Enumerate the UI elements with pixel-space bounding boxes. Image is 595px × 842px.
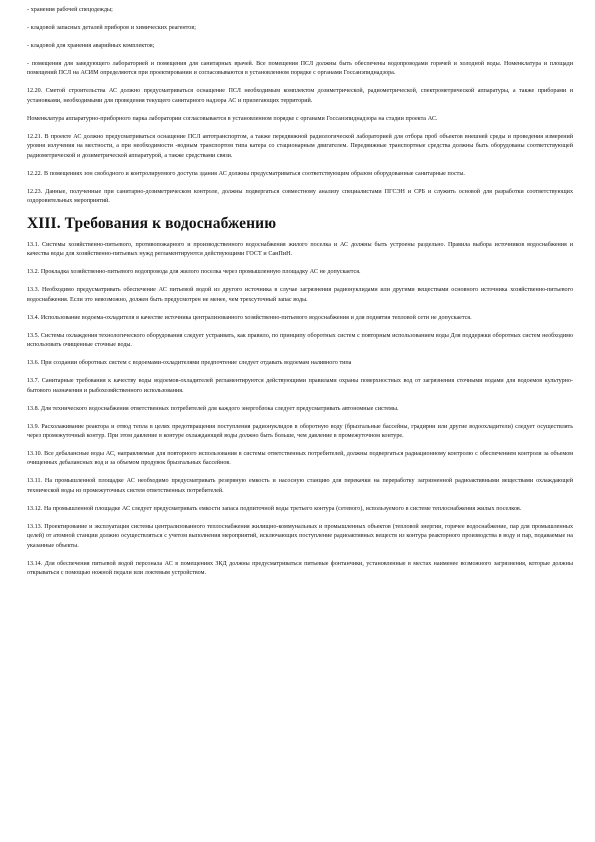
paragraph-equipment-nomenclature: Номенклатура аппаратурно-приборного парка лаборатории согласовывается в установленном порядке с органами Госсанэпиднадзора на стадии проекта АС. bbox=[27, 115, 438, 122]
paragraph-12-21: 12.21. В проекте АС должно предусматриваться оснащение ПСЛ автотранспортом, а также передвижной радиологической лабораторией для отбора проб объектов внешней среды и проведения измерений уровня излучения на местности, а при необходимости -водным транспортом типа катера со стационарным двигателем. Передвижные транспортные средства должны быть оборудованы соответствующей радиометрической и дозиметрической аппаратурой, а также средствами связи. bbox=[27, 133, 573, 159]
top-section bbox=[27, 6, 573, 206]
paragraph-13-6: 13.6. При создании оборотных систем с водоемами-охладителями предпочтение следует отдавать водоемам наливного типа bbox=[27, 360, 352, 367]
list-item-spec-clothing: - хранения рабочей спецодежды; bbox=[27, 7, 113, 13]
paragraph-13-4: 13.4. Использование водоема-охладителя в качестве источника централизованного хозяйственно-питьевого водоснабжения и для поднятия тепловой сети не допускается. bbox=[27, 314, 472, 321]
list-item-lab-head-rooms: - помещения для заведующего лабораторией и помещения для санитарных врачей. Все помещения ПСЛ должны быть обеспечены водопроводами горячей и холодной воды. Номенклатура и площади помещений ПСЛ на АСИМ определяются при проектировании и согласовываются в установленном порядке с органами Госсанэпиднадзора. bbox=[27, 61, 573, 77]
paragraph-12-22: 12.22. В помещениях зон свободного и контролируемого доступа здания АС должны предусматриваться соответствующим образом оборудованные санитарные посты. bbox=[27, 170, 465, 177]
paragraph-12-20: 12.20. Сметой строительства АС должно предусматриваться оснащение ПСЛ необходимым комплектом дозиметрической, радиометрической, спектрометрической аппаратуры, а также приборами и установками, необходимыми для проведения текущего санитарного надзора АС и прилегающих территорий. bbox=[27, 88, 573, 104]
paragraph-13-2: 13.2. Прокладка хозяйственно-питьевого водопровода для жилого поселка через промышленную площадку АС не допускается. bbox=[27, 269, 361, 276]
paragraph-13-5: 13.5. Системы охлаждения технологического оборудования следует устраивать, как правило, по принципу оборотных систем с повторным использованием воды Для поддержки оборотных систем необходимо использовать очищенные сточные воды. bbox=[27, 332, 573, 349]
paragraph-13-12: 13.12. На промышленной площадке АС следует предусматривать емкости запаса подпиточной воды третьего контура (сетевого), используемого в системе теплоснабжения жилых поселков. bbox=[27, 505, 522, 512]
paragraph-13-14: 13.14. Для обеспечения питьевой водой персонала АС в помещениях ЗКД должны предусматриваться питьевые фонтанчики, установленные в местах наименее возможного загрязнения, которые должны открываться с помощью ножной педали или локтевым устройством. bbox=[27, 560, 573, 577]
paragraph-13-9: 13.9. Расхолаживание реактора и отвод тепла в целях предотвращения поступления радионуклидов в оборотную воду (брызгальные бассейны, градирни или другие водоохладители) следует осуществлять через промежуточный контур. При этом давление в контуре охлаждающей воды должно быть больше, чем давление в промежуточном контуре. bbox=[27, 423, 573, 440]
paragraph-13-1: 13.1. Системы хозяйственно-питьевого, противопожарного и производственного водоснабжения жилого поселка и АС должны быть устроены раздельно. Правила выбора источников водоснабжения и качества воды для хозяйственно-питьевых нужд регламентируются действующими ГОСТ и СанПиН. bbox=[27, 242, 573, 258]
section-heading-water-supply: XIII. Требования к водоснабжению bbox=[27, 215, 277, 233]
paragraph-13-11: 13.11. На промышленной площадке АС необходимо предусматривать резервную емкость и насосную станцию для перекачки на переработку загрязненной радиоактивными веществами охлаждающей технической воды из промежуточных систем ответственных потребителей. bbox=[27, 478, 573, 494]
paragraph-13-7: 13.7. Санитарные требования к качеству воды водоемов-охладителей регламентируются действующими правилами охраны поверхностных вод от загрязнения сточными водами для водоемов культурно-бытового назначения и рыбохозяйственного использования. bbox=[27, 378, 573, 394]
water-supply-section bbox=[27, 241, 573, 578]
list-item-spare-parts-storage: - кладовой запасных деталей приборов и химических реагентов; bbox=[27, 25, 196, 31]
paragraph-13-13: 13.13. Проектирование и эксплуатация системы централизованного теплоснабжения жилищно-коммунальных и промышленных объектов (тепловой энергии, горячее водоснабжение, пар для промышленных целей) от атомной станции должно осуществляться с учетом выполнения мероприятий, исключающих поступление радиоактивных веществ из контура реакторного производства в воду и пар, подаваемые на указанные объекты. bbox=[27, 523, 573, 549]
paragraph-13-10: 13.10. Все дебалансные воды АС, направляемые для повторного использования в системы ответственных потребителей, должны подвергаться радиационному контролю с обеспечением контроля за объемом очищенных дебалансных вод и за объемом продувок брызгальных бассейнов. bbox=[27, 451, 573, 467]
list-item-emergency-kits-storage: - кладовой для хранения аварийных комплектов; bbox=[27, 43, 155, 49]
paragraph-13-8: 13.8. Для технического водоснабжения ответственных потребителей для каждого энергоблока следует предусматривать автономные системы. bbox=[27, 405, 399, 412]
paragraph-12-23: 12.23. Данные, полученные при санитарно-дозиметрическом контроле, должны подвергаться совместному анализу специалистами ПГСЭН и СРБ и служить основой для разработки соответствующих оздоровительных мероприятий. bbox=[27, 188, 573, 205]
paragraph-13-3: 13.3. Необходимо предусматривать обеспечение АС питьевой водой из другого источника в случае загрязнения радионуклидами или другими веществами основного источника хозяйственно-питьевого водоснабжения. Если это невозможно, должен быть предусмотрен не менее, чем трехсуточный запас воды. bbox=[27, 287, 573, 303]
